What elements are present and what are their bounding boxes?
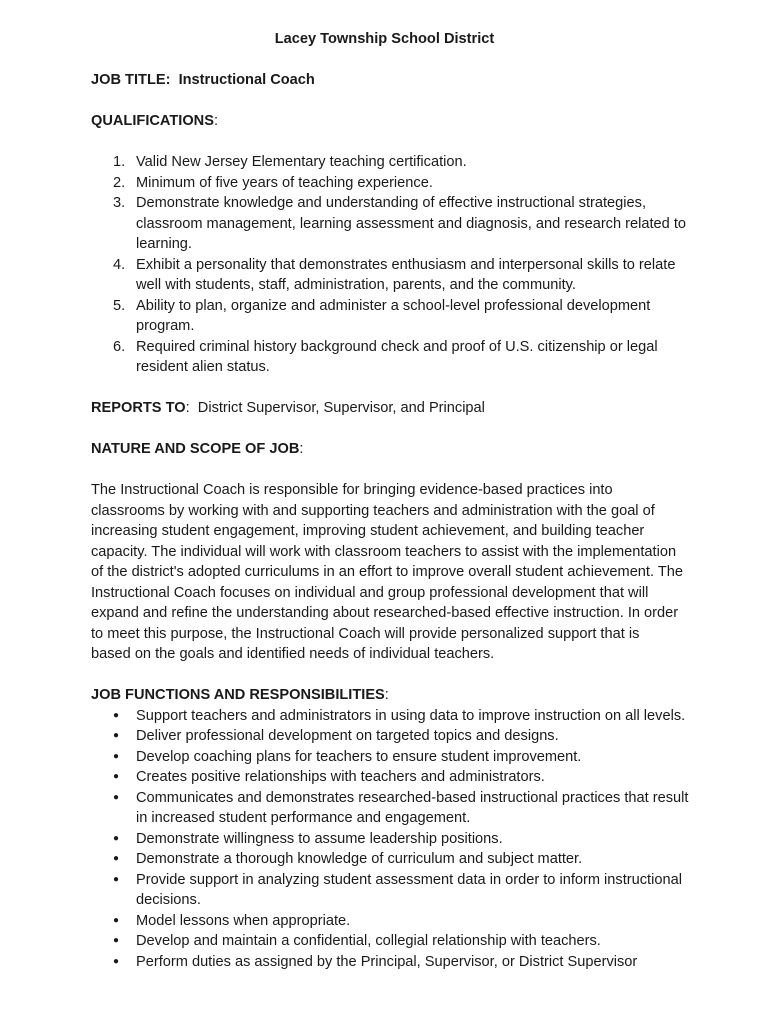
function-item: ● Perform duties as assigned by the Principal, Supervisor, or District Supervisor (136, 952, 691, 973)
reports-to-line (91, 398, 691, 419)
function-item: ● Creates positive relationships with teachers and administrators. (136, 767, 691, 788)
qualification-item: Demonstrate knowledge and understanding of effective instructional strategies, classroom management, learning assessment and diagnosis, and research related to learning. (136, 195, 687, 252)
job-title-label: JOB TITLE (91, 72, 166, 88)
nature-scope-heading (91, 439, 691, 460)
district-title: Lacey Township School District (274, 31, 495, 47)
job-title-colon: : (165, 72, 171, 88)
functions-label: JOB FUNCTIONS AND RESPONSIBILITIES (91, 687, 385, 703)
reports-to-colon: : (185, 400, 190, 416)
function-item: ● Provide support in analyzing student assessment data in order to inform instructional decisions. (136, 870, 691, 911)
function-item: ● Deliver professional development on targeted topics and designs. (136, 726, 691, 747)
functions-colon: : (384, 687, 389, 703)
function-item: ● Develop and maintain a confidential, collegial relationship with teachers. (136, 931, 691, 952)
nature-scope-label: NATURE AND SCOPE OF JOB (91, 441, 300, 457)
function-item: ● Develop coaching plans for teachers to ensure student improvement. (136, 747, 691, 768)
function-item: ● Model lessons when appropriate. (136, 911, 691, 932)
function-item: ● Support teachers and administrators in using data to improve instruction on all levels. (136, 706, 691, 727)
function-item: ● Communicates and demonstrates researched-based instructional practices that result in increased student performance and engagement. (136, 788, 691, 829)
reports-to-label: REPORTS TO (91, 400, 186, 416)
qualifications-colon: : (213, 113, 219, 129)
job-title-value: Instructional Coach (178, 72, 315, 88)
functions-heading (91, 685, 691, 706)
qualification-item: Minimum of five years of teaching experience. (136, 174, 433, 191)
document-page (91, 29, 691, 972)
qualification-item: Ability to plan, organize and administer a school-level professional development program. (136, 297, 651, 334)
qualification-item: Valid New Jersey Elementary teaching certification. (136, 154, 467, 170)
reports-to-value: District Supervisor, Supervisor, and Principal (197, 400, 485, 416)
nature-scope-paragraph: The Instructional Coach is responsible for bringing evidence-based practices into classrooms by working with and supporting teachers and administration with the goal of increasing student engagement, improving student achievement, and building teacher capacity. The individual will work with classroom teachers to assist with the implementation of the district's adopted curriculums in an effort to improve overall student achievement. The Instructional Coach focuses on individual and group professional development that will expand and refine the understanding about researched-based effective instruction. In order to meet this purpose, the Instructional Coach will provide personalized support that is based on the goals and identified needs of individual teachers. (91, 482, 683, 662)
qualifications-list (91, 152, 691, 378)
qualifications-label: QUALIFICATIONS (91, 113, 214, 129)
job-title-line (91, 70, 691, 91)
qualification-item: Required criminal history background check and proof of U.S. citizenship or legal resident alien status. (136, 338, 658, 375)
functions-list (91, 706, 691, 973)
qualifications-heading (91, 111, 691, 132)
function-item: ● Demonstrate willingness to assume leadership positions. (136, 829, 691, 850)
function-item: ● Demonstrate a thorough knowledge of curriculum and subject matter. (136, 849, 691, 870)
qualification-item: Exhibit a personality that demonstrates enthusiasm and interpersonal skills to relate well with students, staff, administration, parents, and the community. (136, 256, 676, 293)
nature-scope-colon: : (299, 441, 304, 457)
